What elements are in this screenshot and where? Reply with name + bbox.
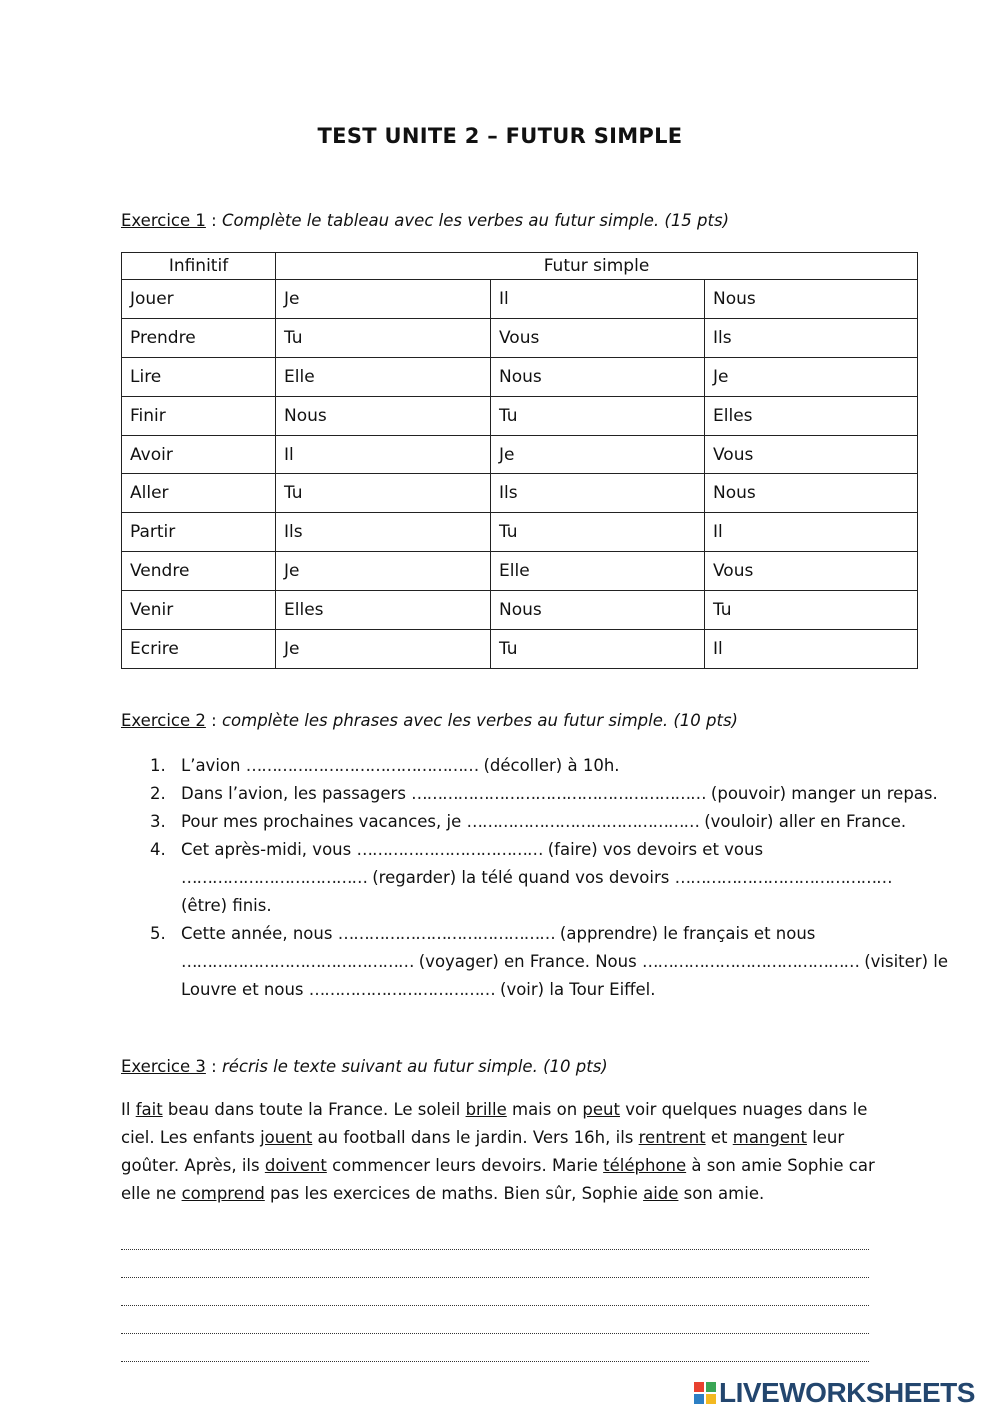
table-row	[122, 280, 918, 319]
sentence-text: Cet après-midi, vous	[181, 840, 357, 859]
sentence-text: (voyager) en France. Nous	[413, 952, 642, 971]
infinitive-cell: Vendre	[122, 552, 276, 591]
header-infinitif: Infinitif	[122, 253, 276, 280]
underlined-verb: fait	[135, 1100, 163, 1119]
header-futur-simple: Futur simple	[276, 253, 918, 280]
table-row	[122, 318, 918, 357]
sentence-line	[150, 808, 910, 836]
text-segment: et	[705, 1128, 733, 1147]
answer-blank[interactable]: ………………………………………	[181, 952, 414, 971]
answer-blank[interactable]: ……………………………………	[641, 952, 859, 971]
sentence-line	[150, 976, 910, 1004]
exercise-3-instruction: récris le texte suivant au futur simple. (10 pts)	[221, 1057, 608, 1076]
text-segment: commencer leurs devoirs. Marie	[326, 1156, 604, 1175]
verb-table-header	[122, 253, 918, 280]
sentence-text: (décoller) à 10h.	[478, 756, 620, 775]
underlined-verb: mangent	[732, 1128, 807, 1147]
table-row	[122, 630, 918, 669]
conjugation-cell[interactable]: Je	[276, 552, 491, 591]
infinitive-cell: Venir	[122, 591, 276, 630]
logo-mark-icon	[694, 1382, 716, 1404]
sentence-text: (être) finis.	[181, 896, 272, 915]
sentence-text: (apprendre) le français et nous	[554, 924, 816, 943]
answer-line[interactable]	[121, 1222, 869, 1250]
conjugation-cell[interactable]: Elles	[276, 591, 491, 630]
answer-line[interactable]	[121, 1278, 869, 1306]
conjugation-cell[interactable]: Elle	[491, 552, 705, 591]
conjugation-cell[interactable]: Ils	[705, 318, 918, 357]
sentence-line	[150, 920, 910, 948]
table-row	[122, 591, 918, 630]
conjugation-cell[interactable]: Il	[491, 280, 705, 319]
text-segment: voir quelques nuages dans le ciel. Les enfants	[121, 1100, 868, 1147]
sentence-line	[150, 892, 910, 920]
text-segment: au football dans le jardin. Vers 16h, ils	[312, 1128, 639, 1147]
conjugation-cell[interactable]: Je	[705, 357, 918, 396]
table-row	[122, 435, 918, 474]
conjugation-cell[interactable]: Vous	[705, 552, 918, 591]
infinitive-cell: Partir	[122, 513, 276, 552]
logo-square	[694, 1382, 704, 1392]
exercise-1-label: Exercice 1	[121, 211, 206, 230]
text-segment: à son amie Sophie car elle ne	[121, 1156, 875, 1203]
answer-line[interactable]	[121, 1306, 869, 1334]
conjugation-cell[interactable]: Tu	[491, 396, 705, 435]
logo-text: LIVEWORKSHEETS	[719, 1377, 975, 1408]
sentence-number: 5.	[150, 924, 166, 943]
table-row	[122, 552, 918, 591]
sentence-list	[150, 752, 949, 1004]
sentence-text: (faire) vos devoirs et vous	[542, 840, 764, 859]
answer-blank[interactable]: ……………………………………	[337, 924, 555, 943]
exercise-2-label: Exercice 2	[121, 711, 206, 730]
sentence-line	[150, 836, 910, 864]
exercise-1-sep: :	[205, 211, 222, 230]
underlined-verb: jouent	[260, 1128, 313, 1147]
table-row	[122, 396, 918, 435]
sentence-line	[150, 752, 910, 780]
sentence-text: (visiter) le	[858, 952, 949, 971]
conjugation-cell[interactable]: Tu	[705, 591, 918, 630]
text-segment: pas les exercices de maths. Bien sûr, Sophie	[264, 1184, 644, 1203]
conjugation-cell[interactable]: Il	[705, 630, 918, 669]
logo-square	[706, 1394, 716, 1404]
text-segment: Il	[121, 1100, 136, 1119]
table-row	[122, 513, 918, 552]
conjugation-cell[interactable]: Ils	[276, 513, 491, 552]
answer-blank[interactable]: ………………………………	[308, 980, 495, 999]
sentence-number: 1.	[150, 756, 166, 775]
underlined-verb: téléphone	[603, 1156, 687, 1175]
text-segment: beau dans toute la France. Le soleil	[162, 1100, 466, 1119]
page-title: TEST UNITE 2 – FUTUR SIMPLE	[317, 124, 683, 148]
exercise-1-instruction: Complète le tableau avec les verbes au futur simple. (15 pts)	[221, 211, 730, 230]
logo-square	[706, 1382, 716, 1392]
logo-square	[694, 1394, 704, 1404]
text-segment: leur goûter. Après, ils	[121, 1128, 845, 1175]
conjugation-cell[interactable]: Il	[705, 513, 918, 552]
infinitive-cell: Finir	[122, 396, 276, 435]
exercise-2-sep: :	[205, 711, 222, 730]
exercise-3-sep: :	[205, 1057, 222, 1076]
answer-blank[interactable]: ……………………………………	[674, 868, 892, 887]
sentence-line	[150, 948, 949, 976]
conjugation-cell[interactable]: Je	[276, 280, 491, 319]
infinitive-cell: Jouer	[122, 280, 276, 319]
exercise-2-instruction: complète les phrases avec les verbes au futur simple. (10 pts)	[221, 711, 738, 730]
sentence-number: 3.	[150, 812, 166, 831]
exercise-2-heading	[121, 711, 738, 730]
sentence-text: L’avion	[181, 756, 246, 775]
answer-blank[interactable]: …………………………………………………	[411, 784, 706, 803]
conjugation-cell[interactable]: Vous	[491, 318, 705, 357]
answer-blank[interactable]: ………………………………	[356, 840, 543, 859]
source-text	[121, 1096, 881, 1208]
text-segment: mais on	[506, 1100, 583, 1119]
conjugation-cell[interactable]: Nous	[705, 280, 918, 319]
underlined-verb: aide	[643, 1184, 679, 1203]
exercise-3-label: Exercice 3	[121, 1057, 206, 1076]
table-row	[122, 357, 918, 396]
infinitive-cell: Prendre	[122, 318, 276, 357]
underlined-verb: rentrent	[638, 1128, 706, 1147]
underlined-verb: doivent	[264, 1156, 327, 1175]
sentence-text: (pouvoir) manger un repas.	[705, 784, 938, 803]
answer-blank[interactable]: ………………………………………	[245, 756, 479, 775]
conjugation-cell[interactable]: Tu	[276, 474, 491, 513]
exercise-1-heading	[121, 211, 729, 230]
conjugation-cell[interactable]: Elles	[705, 396, 918, 435]
liveworksheets-logo	[694, 1378, 975, 1408]
underlined-verb: comprend	[181, 1184, 265, 1203]
answer-line[interactable]	[121, 1250, 869, 1278]
sentence-line	[150, 780, 938, 808]
conjugation-cell[interactable]: Nous	[491, 591, 705, 630]
conjugation-cell[interactable]: Nous	[705, 474, 918, 513]
answer-blank[interactable]: ………………………………	[181, 868, 367, 887]
conjugation-cell[interactable]: Je	[491, 435, 705, 474]
conjugation-cell[interactable]: Nous	[491, 357, 705, 396]
conjugation-cell[interactable]: Tu	[491, 630, 705, 669]
sentence-text: Dans l’avion, les passagers	[181, 784, 412, 803]
sentence-number: 2.	[150, 784, 166, 803]
sentence-text: (voir) la Tour Eiffel.	[494, 980, 656, 999]
underlined-verb: brille	[465, 1100, 507, 1119]
sentence-text: Pour mes prochaines vacances, je	[181, 812, 467, 831]
answer-blank[interactable]: ………………………………………	[466, 812, 699, 831]
sentence-text: (vouloir) aller en France.	[698, 812, 907, 831]
conjugation-cell[interactable]: Tu	[276, 318, 491, 357]
conjugation-cell[interactable]: Ils	[491, 474, 705, 513]
infinitive-cell: Avoir	[122, 435, 276, 474]
infinitive-cell: Lire	[122, 357, 276, 396]
answer-line[interactable]	[121, 1334, 869, 1362]
conjugation-cell[interactable]: Elle	[276, 357, 491, 396]
sentence-line	[150, 864, 910, 892]
sentence-text: Louvre et nous	[181, 980, 309, 999]
answer-lines	[121, 1222, 869, 1362]
verb-table	[121, 252, 918, 669]
exercise-3-heading	[121, 1057, 608, 1076]
conjugation-cell[interactable]: Tu	[491, 513, 705, 552]
infinitive-cell: Ecrire	[122, 630, 276, 669]
sentence-text: (regarder) la télé quand vos devoirs	[367, 868, 675, 887]
infinitive-cell: Aller	[122, 474, 276, 513]
underlined-verb: peut	[582, 1100, 620, 1119]
conjugation-cell[interactable]: Je	[276, 630, 491, 669]
text-segment: son amie.	[678, 1184, 765, 1203]
conjugation-cell[interactable]: Il	[276, 435, 491, 474]
sentence-text: Cette année, nous	[181, 924, 338, 943]
table-row	[122, 474, 918, 513]
sentence-number: 4.	[150, 840, 166, 859]
conjugation-cell[interactable]: Nous	[276, 396, 491, 435]
conjugation-cell[interactable]: Vous	[705, 435, 918, 474]
